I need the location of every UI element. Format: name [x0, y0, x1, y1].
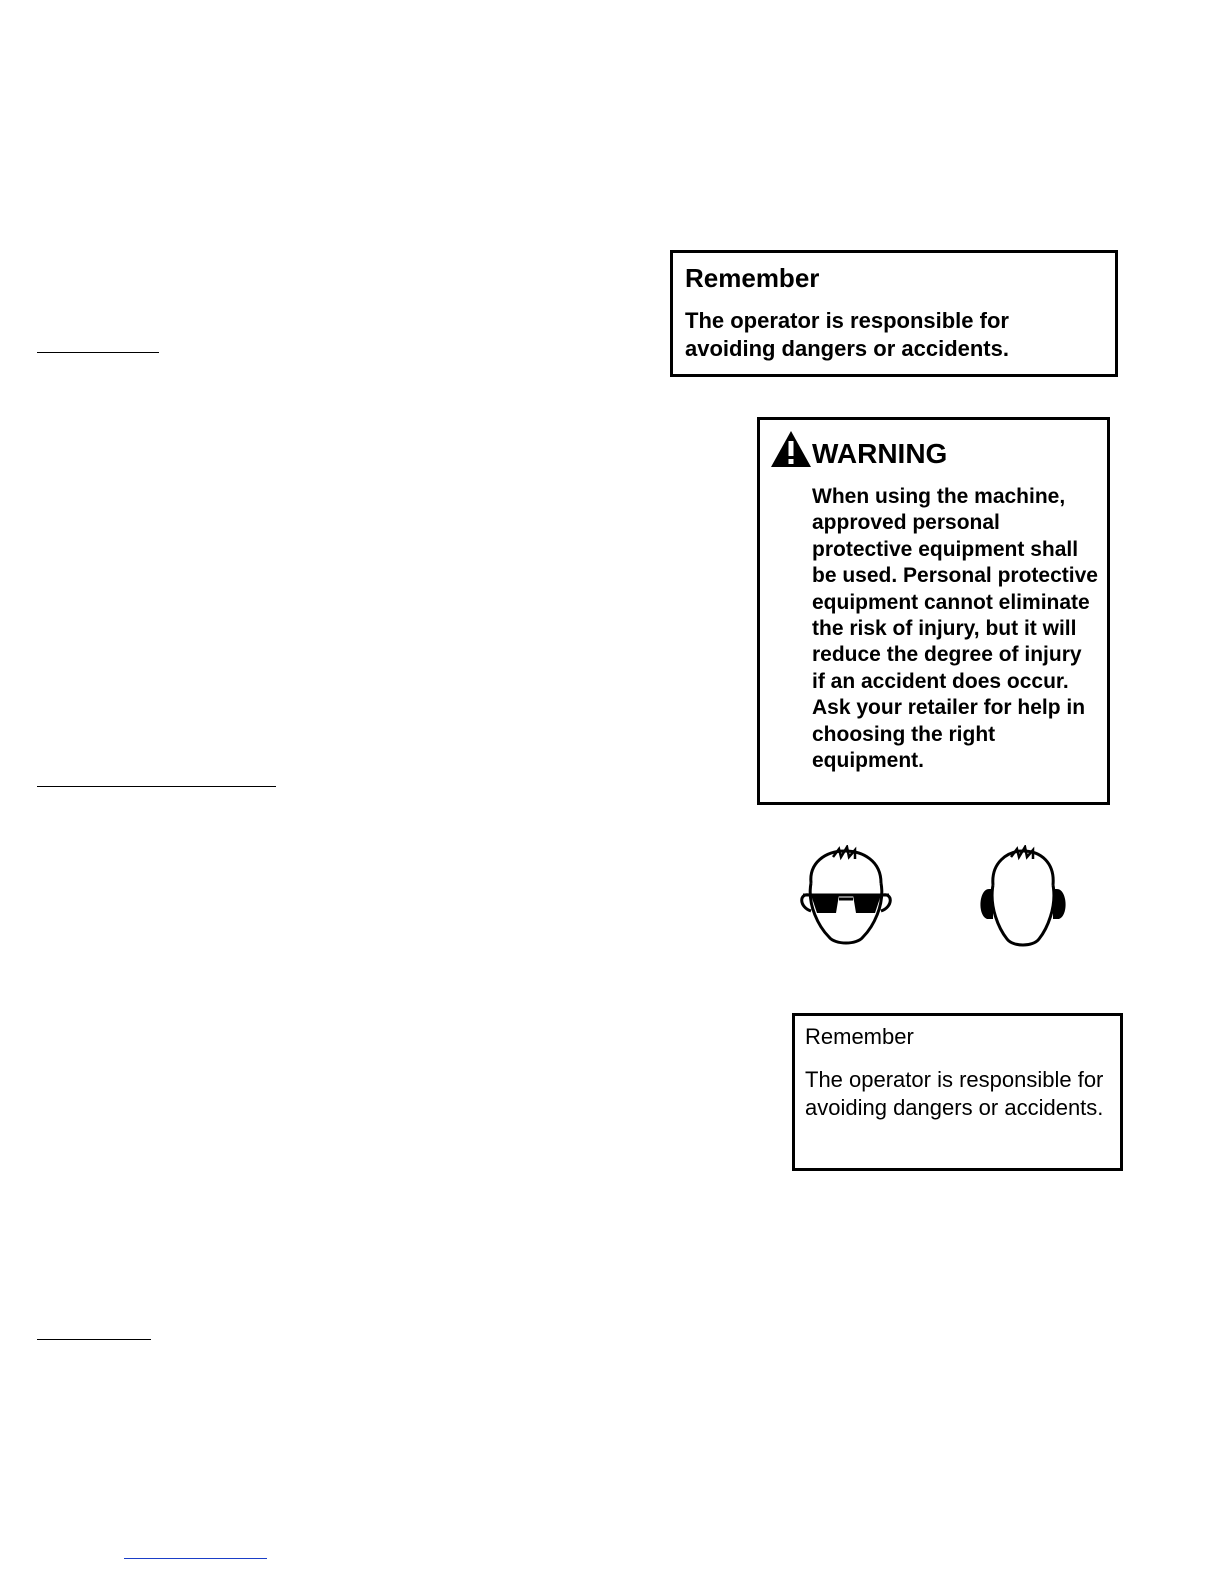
section-underline-1	[37, 352, 159, 353]
ear-protection-head-icon	[975, 845, 1071, 949]
remember-box-2-body: The operator is responsible for avoiding dangers or accidents.	[805, 1067, 1104, 1120]
warning-title: WARNING	[812, 438, 948, 469]
remember-box-2-title: Remember	[805, 1024, 914, 1049]
section-underline-3	[37, 1339, 151, 1340]
footer-link-underline[interactable]	[124, 1558, 267, 1559]
remember-box-2	[792, 1013, 1123, 1171]
warning-box	[757, 417, 1110, 805]
warning-body: When using the machine, approved personal protective equipment shall be used. Personal protective equipment cannot eliminate the risk of injury, but it will reduce the degree of injury if an accident does occur. Ask your retailer for help in choosing the right equipment.	[812, 485, 1098, 773]
remember-box-1-body: The operator is responsible for avoiding dangers or accidents.	[685, 308, 1009, 361]
section-underline-2	[37, 786, 276, 787]
remember-box-1-title: Remember	[685, 263, 820, 293]
safety-glasses-head-icon	[795, 845, 897, 953]
remember-box-1	[670, 250, 1118, 377]
warning-triangle-icon	[770, 430, 812, 468]
